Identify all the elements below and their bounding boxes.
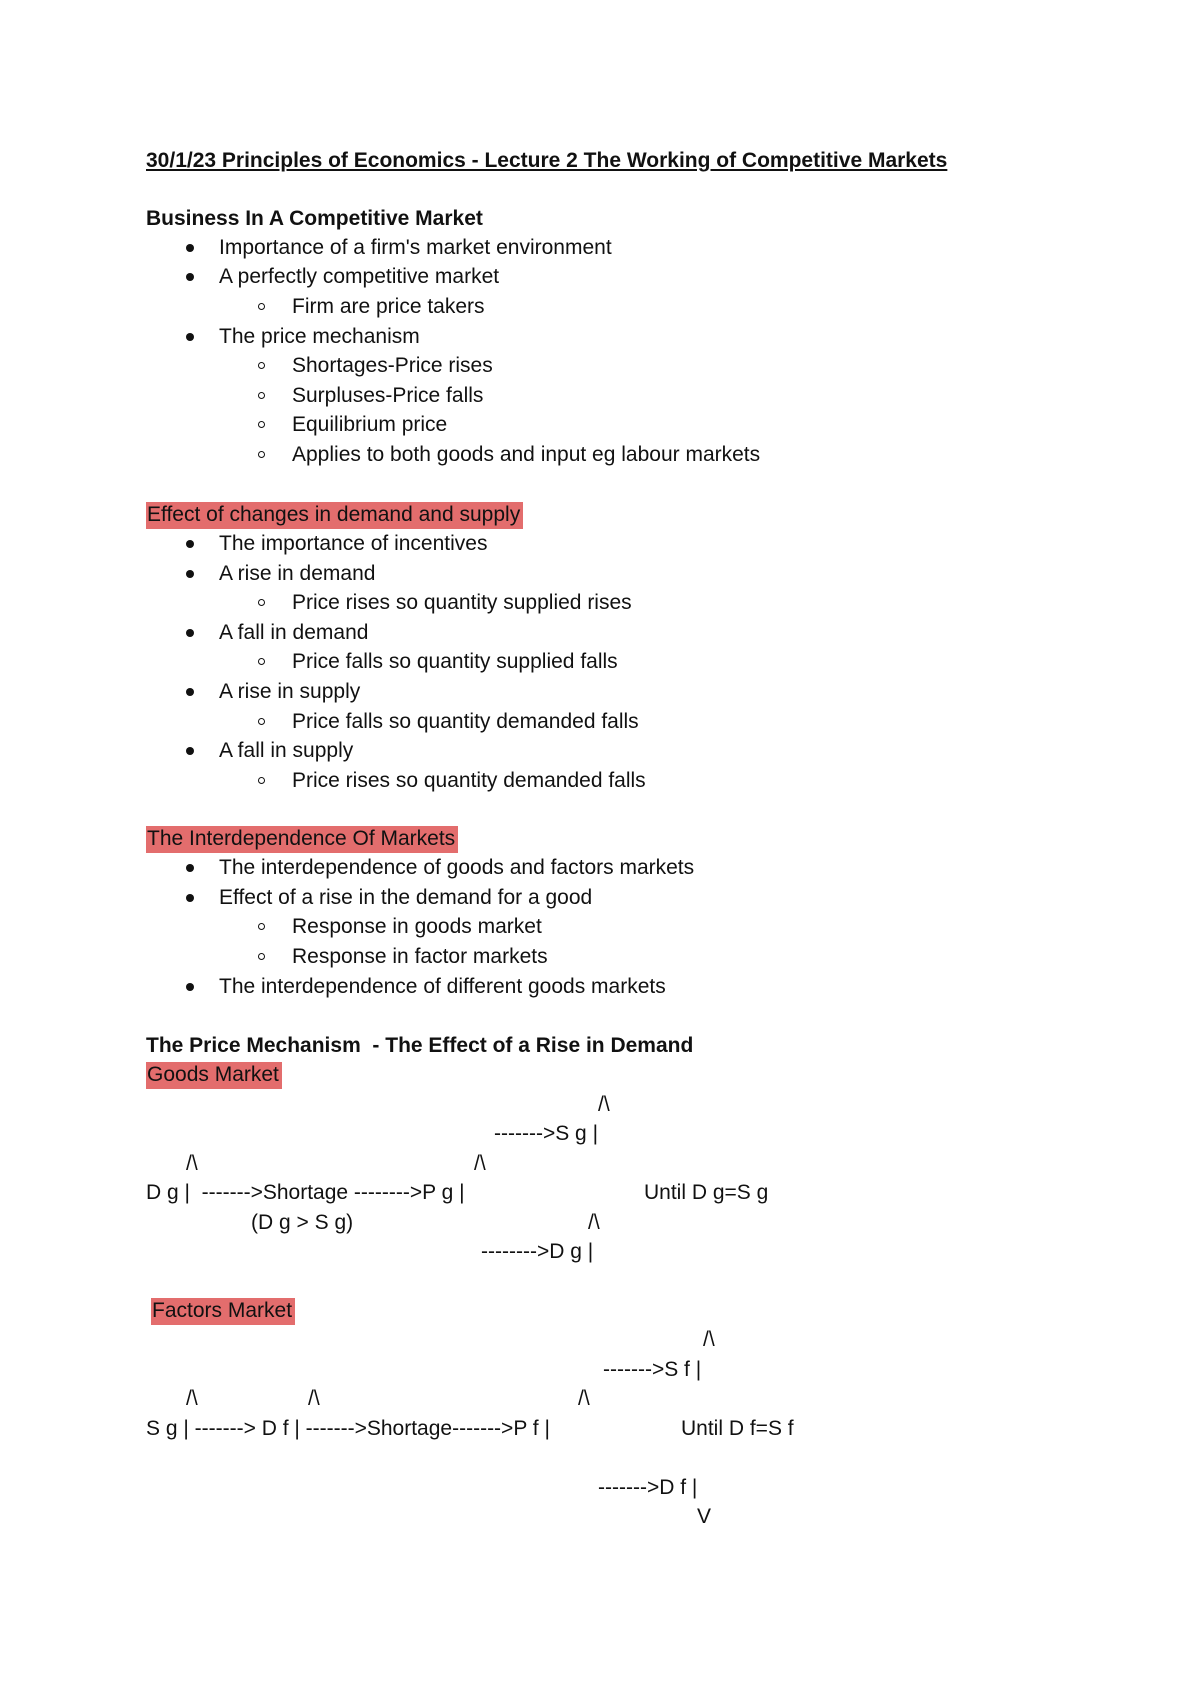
list-item: A fall in demand bbox=[219, 621, 369, 644]
list-item: The importance of incentives bbox=[219, 532, 488, 555]
sub-bullet-icon bbox=[258, 599, 265, 606]
diagram-line: /\ bbox=[474, 1152, 486, 1175]
diagram-line: /\ bbox=[588, 1211, 600, 1234]
sub-list-item: Price falls so quantity supplied falls bbox=[292, 650, 618, 673]
sub-bullet-icon bbox=[258, 953, 265, 960]
sub-bullet-icon bbox=[258, 718, 265, 725]
diagram-line: /\ bbox=[578, 1387, 590, 1410]
diagram-line: ------->D f | bbox=[598, 1476, 698, 1499]
diagram-line: /\ bbox=[186, 1387, 198, 1410]
bullet-icon bbox=[186, 894, 194, 902]
sub-bullet-icon bbox=[258, 777, 265, 784]
list-item: The interdependence of different goods markets bbox=[219, 975, 666, 998]
sub-list-item: Price falls so quantity demanded falls bbox=[292, 710, 639, 733]
sub-list-item: Response in goods market bbox=[292, 915, 542, 938]
sub-list-item: Response in factor markets bbox=[292, 945, 548, 968]
bullet-icon bbox=[186, 688, 194, 696]
sub-list-item: Shortages-Price rises bbox=[292, 354, 493, 377]
list-item: A rise in demand bbox=[219, 562, 376, 585]
diagram-line: Until D g=S g bbox=[644, 1181, 769, 1204]
bullet-icon bbox=[186, 629, 194, 637]
diagram-line: ------->S f | bbox=[603, 1358, 702, 1381]
section-heading-price-mechanism: The Price Mechanism - The Effect of a Rise in Demand bbox=[146, 1034, 694, 1057]
bullet-icon bbox=[186, 273, 194, 281]
sub-list-item: Surpluses-Price falls bbox=[292, 384, 484, 407]
list-item: A perfectly competitive market bbox=[219, 265, 500, 288]
bullet-icon bbox=[186, 244, 194, 252]
bullet-icon bbox=[186, 570, 194, 578]
section-heading-changes bbox=[146, 504, 523, 525]
sub-list-item: Equilibrium price bbox=[292, 413, 448, 436]
bullet-icon bbox=[186, 333, 194, 341]
diagram-line: S g | -------> D f | ------->Shortage------->P f | bbox=[146, 1417, 550, 1440]
highlight: Goods Market bbox=[146, 1062, 282, 1089]
sub-bullet-icon bbox=[258, 658, 265, 665]
sub-bullet-icon bbox=[258, 303, 265, 310]
list-item: Importance of a firm's market environment bbox=[219, 236, 612, 259]
sub-list-item: Price rises so quantity demanded falls bbox=[292, 769, 646, 792]
sub-bullet-icon bbox=[258, 451, 265, 458]
diagram-line: /\ bbox=[186, 1152, 198, 1175]
diagram-line: -------->D g | bbox=[481, 1240, 594, 1263]
diagram-line: V bbox=[697, 1505, 712, 1528]
highlight: The Interdependence Of Markets bbox=[146, 826, 458, 853]
section-heading-business: Business In A Competitive Market bbox=[146, 207, 483, 230]
diagram-line: Until D f=S f bbox=[681, 1417, 794, 1440]
diagram-line: /\ bbox=[598, 1093, 610, 1116]
document-title: 30/1/23 Principles of Economics - Lecture 2 The Working of Competitive Markets bbox=[146, 149, 948, 172]
diagram-line: /\ bbox=[308, 1387, 320, 1410]
list-item: A rise in supply bbox=[219, 680, 361, 703]
goods-market-label bbox=[146, 1064, 282, 1085]
list-item: Effect of a rise in the demand for a good bbox=[219, 886, 593, 909]
diagram-line: ------->S g | bbox=[494, 1122, 599, 1145]
sub-bullet-icon bbox=[258, 923, 265, 930]
list-item: The price mechanism bbox=[219, 325, 420, 348]
factors-market-label bbox=[151, 1300, 295, 1321]
sub-bullet-icon bbox=[258, 421, 265, 428]
bullet-icon bbox=[186, 747, 194, 755]
diagram-line: D g | ------->Shortage -------->P g | bbox=[146, 1181, 465, 1204]
sub-bullet-icon bbox=[258, 362, 265, 369]
sub-list-item: Applies to both goods and input eg labour markets bbox=[292, 443, 761, 466]
bullet-icon bbox=[186, 983, 194, 991]
bullet-icon bbox=[186, 540, 194, 548]
sub-bullet-icon bbox=[258, 392, 265, 399]
section-heading-interdependence bbox=[146, 828, 458, 849]
sub-list-item: Firm are price takers bbox=[292, 295, 485, 318]
diagram-line: /\ bbox=[703, 1328, 715, 1351]
sub-list-item: Price rises so quantity supplied rises bbox=[292, 591, 632, 614]
bullet-icon bbox=[186, 864, 194, 872]
highlight: Factors Market bbox=[151, 1298, 295, 1325]
list-item: The interdependence of goods and factors markets bbox=[219, 856, 695, 879]
diagram-line: (D g > S g) bbox=[251, 1211, 354, 1234]
highlight: Effect of changes in demand and supply bbox=[146, 502, 523, 529]
list-item: A fall in supply bbox=[219, 739, 354, 762]
